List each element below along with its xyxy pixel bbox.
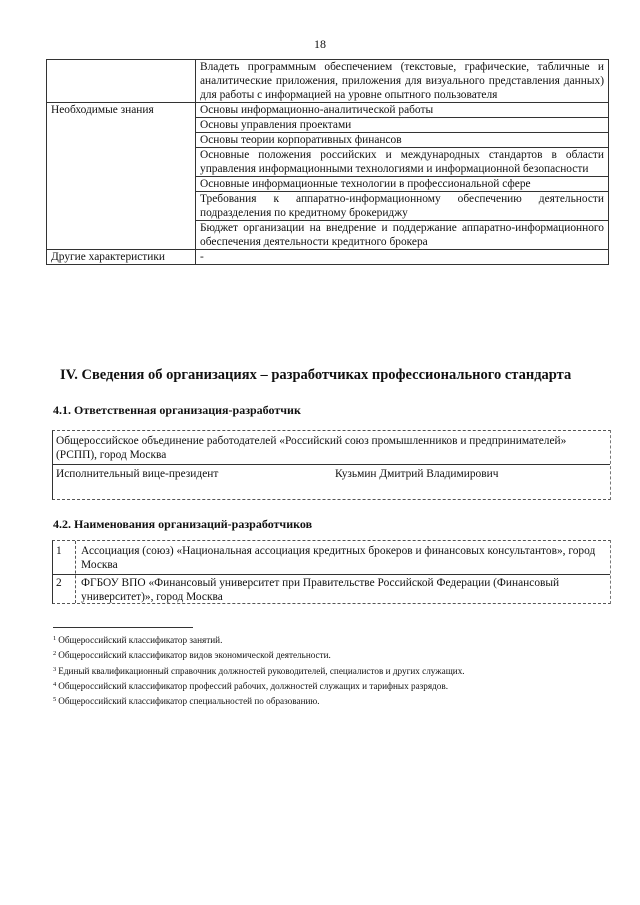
skills-cell: Владеть программным обеспечением (текстовые, графические, табличные и аналитические приложения, приложения для визуального представления данных) для работы с информацией на уровне опытного пользователя (196, 60, 609, 103)
column-divider (75, 541, 76, 603)
footnote-text: Общероссийский классификатор видов экономической деятельности. (58, 650, 331, 661)
footnote (53, 693, 613, 708)
developers-heading: 4.2. Наименования организаций-разработчиков (53, 517, 313, 531)
knowledge-table (46, 59, 609, 265)
knowledge-item: Основы информационно-аналитической работы (196, 103, 609, 118)
knowledge-item: Требования к аппаратно-информационному обеспечению деятельности подразделения по кредитному брокериджу (196, 192, 609, 221)
responsible-role: Исполнительный вице-президент (56, 468, 219, 480)
responsible-org-heading: 4.1. Ответственная организация-разработчик (53, 403, 301, 417)
developer-row (53, 574, 610, 603)
footnote-rule (53, 627, 193, 628)
developers-box (52, 540, 611, 604)
org-divider (53, 464, 610, 465)
table-row (47, 103, 609, 118)
other-label: Другие характеристики (47, 250, 196, 265)
knowledge-item: Бюджет организации на внедрение и поддержание аппаратно-информационного обеспечения деятельности кредитного брокера (196, 221, 609, 250)
footnote (53, 678, 613, 693)
knowledge-item: Основы управления проектами (196, 118, 609, 133)
responsible-org-name: Общероссийское объединение работодателей «Российский союз промышленников и предпринимателей» (РСПП), город Москва (56, 435, 567, 461)
knowledge-item: Основы теории корпоративных финансов (196, 133, 609, 148)
empty-label-cell (47, 60, 196, 103)
developer-name: Ассоциация (союз) «Национальная ассоциация кредитных брокеров и финансовых консультантов», город Москва (81, 545, 596, 571)
footnote-text: Единый квалификационный справочник должностей руководителей, специалистов и других служащих. (58, 665, 465, 676)
footnote (53, 632, 613, 647)
knowledge-item: Основные информационные технологии в профессиональной сфере (196, 177, 609, 192)
footnote-mark: 3 (53, 665, 57, 673)
knowledge-item: Основные положения российских и международных стандартов в области управления информационными технологиями и информационной безопасности (196, 148, 609, 177)
page-number: 18 (314, 37, 326, 51)
knowledge-label: Необходимые знания (47, 103, 196, 250)
other-value: - (196, 250, 609, 265)
footnote-mark: 4 (53, 680, 57, 688)
developer-number: 1 (56, 545, 62, 557)
footnote-text: Общероссийский классификатор профессий рабочих, должностей служащих и тарифных разрядов. (58, 680, 449, 691)
developer-number: 2 (56, 577, 62, 589)
responsible-person: Кузьмин Дмитрий Владимирович (335, 468, 499, 480)
footnote-text: Общероссийский классификатор специальностей по образованию. (58, 696, 320, 707)
responsible-org-box (52, 430, 611, 500)
footnote-mark: 2 (53, 650, 57, 658)
footnotes (53, 632, 613, 708)
table-row (47, 60, 609, 103)
footnote-mark: 1 (53, 635, 57, 642)
footnote-mark: 5 (53, 696, 57, 704)
table-row (47, 250, 609, 265)
developer-name: ФГБОУ ВПО «Финансовый университет при Правительстве Российской Федерации (Финансовый университет)», город Москва (81, 577, 560, 603)
section-title: IV. Сведения об организациях – разработчиках профессионального стандарта (60, 367, 572, 383)
footnote-text: Общероссийский классификатор занятий. (58, 635, 223, 645)
footnote (53, 647, 613, 662)
footnote (53, 663, 613, 678)
